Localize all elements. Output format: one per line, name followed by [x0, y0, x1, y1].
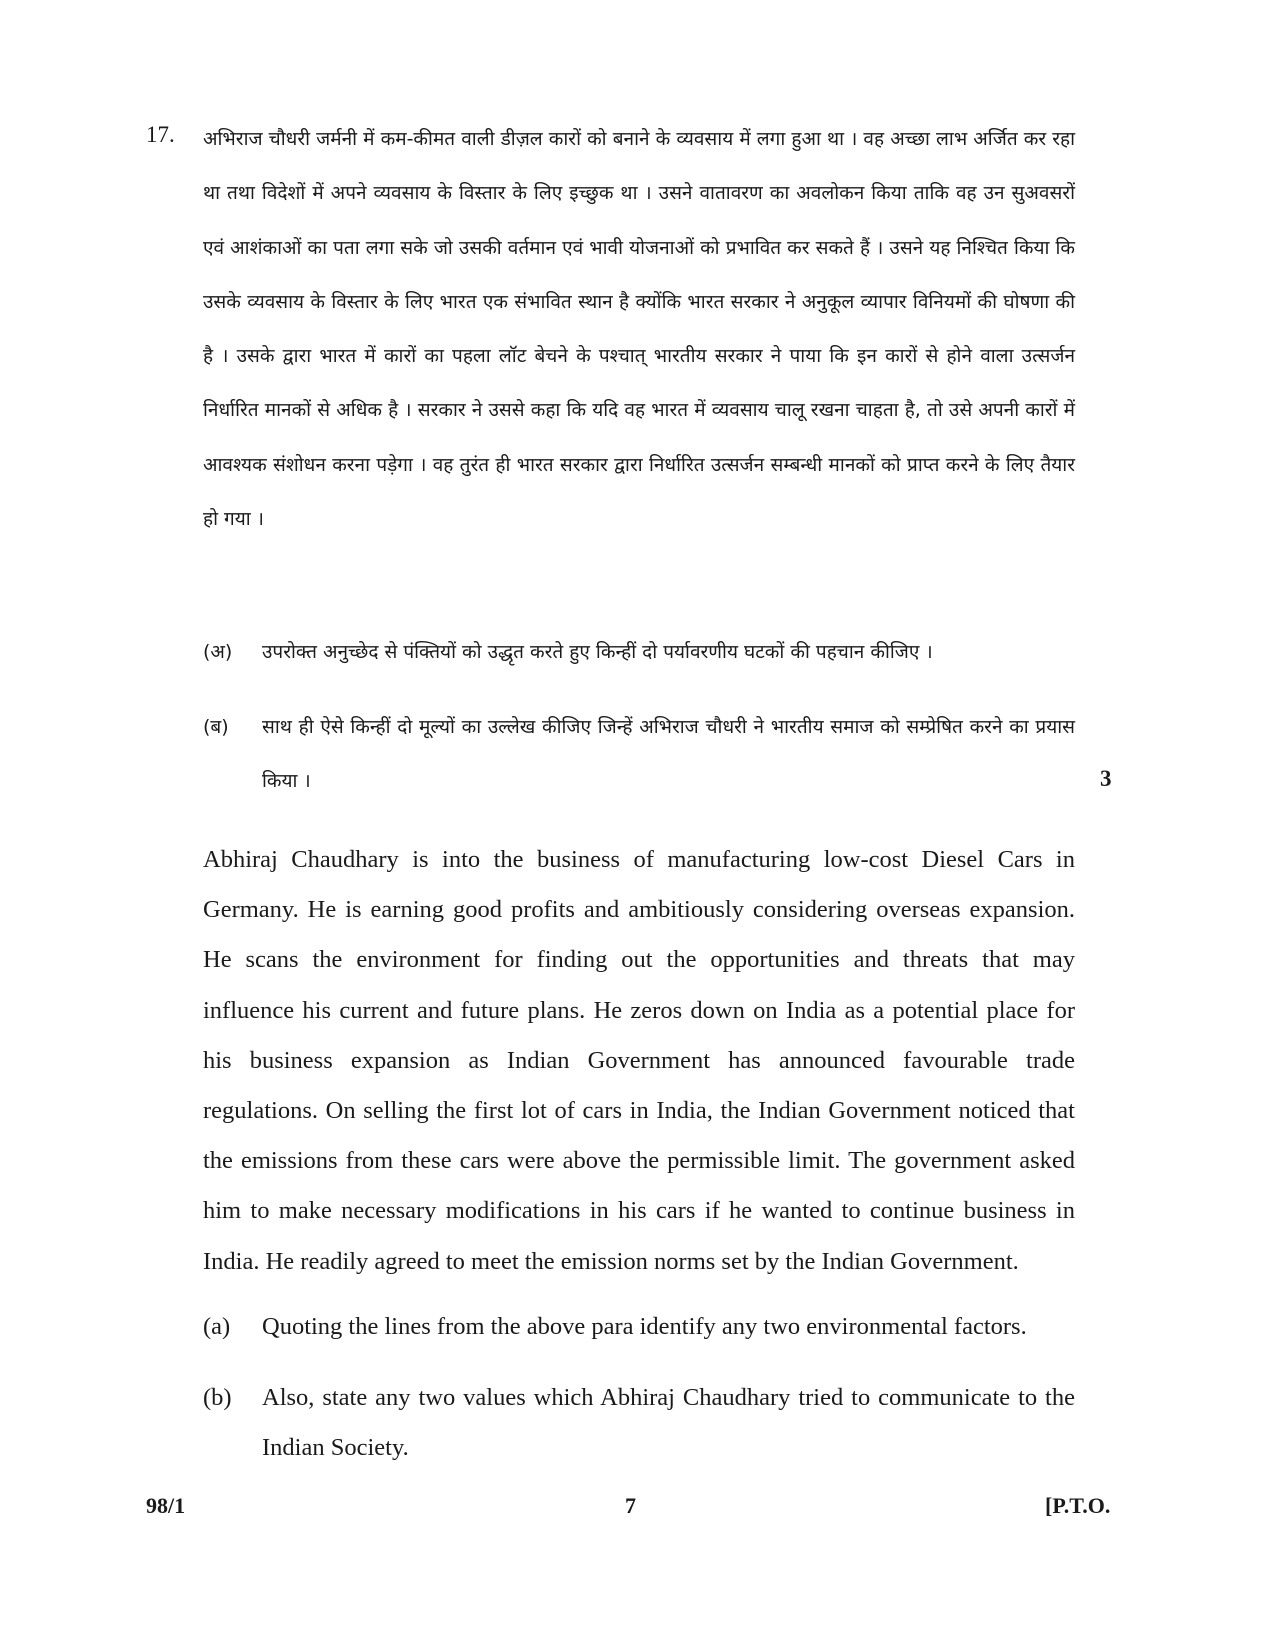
question-paragraph-hindi: अभिराज चौधरी जर्मनी में कम-कीमत वाली डीज़ल कारों को बनाने के व्यवसाय में लगा हुआ था । वह अच्छा लाभ अर्जित कर रहा था तथा विदेशों में अपने व्यवसाय के विस्तार के लिए इच्छुक था । उसने वातावरण का अवलोकन किया ताकि वह उन सुअवसरों एवं आशंकाओं का पता लगा सके जो उसकी वर्तमान एवं भावी योजनाओं को प्रभावित कर सकते हैं । उसने यह निश्चित किया कि उसके व्यवसाय के विस्तार के लिए भारत एक संभावित स्थान है क्योंकि भारत सरकार ने अनुकूल व्यापार विनियमों की घोषणा की है । उसके द्वारा भारत में कारों का पहला लॉट बेचने के पश्चात् भारतीय सरकार ने पाया कि इन कारों से होने वाला उत्सर्जन निर्धारित मानकों से अधिक है । सरकार ने उससे कहा कि यदि वह भारत में व्यवसाय चालू रखना चाहता है, तो उसे अपनी कारों में आवश्यक संशोधन करना पड़ेगा । वह तुरंत ही भारत सरकार द्वारा निर्धारित उत्सर्जन सम्बन्धी मानकों को प्राप्त करने के लिए तैयार हो गया । [203, 128, 1075, 531]
footer-page-number: 7 [625, 1493, 636, 1518]
question-paragraph-english: Abhiraj Chaudhary is into the business of manufacturing low-cost Diesel Cars in Germany. He is earning good profits and ambitiously considering overseas expansion. He scans the environment for finding out the opportunities and threats that may influence his current and future plans. He zeros down on India as a potential place for his business expansion as Indian Government has announced favourable trade regulations. On selling the first lot of cars in India, the Indian Government noticed that the emissions from these cars were above the permissible limit. The government asked him to make necessary modifications in his cars if he wanted to continue business in India. He readily agreed to meet the emission norms set by the Indian Government. [203, 846, 1075, 1275]
question-marks: 3 [1100, 766, 1112, 791]
sub-question-a-english-label: (a) [203, 1313, 231, 1340]
sub-question-b-hindi-label: (ब) [203, 716, 229, 738]
sub-question-b-english-label: (b) [203, 1384, 232, 1411]
sub-question-a-hindi-label: (अ) [203, 641, 233, 663]
footer-pto: [P.T.O. [1045, 1493, 1111, 1518]
question-number: 17. [146, 122, 175, 147]
footer-paper-code: 98/1 [146, 1493, 186, 1518]
sub-question-a-english-text: Quoting the lines from the above para identify any two environmental factors. [262, 1313, 1027, 1340]
sub-question-a-hindi-text: उपरोक्त अनुच्छेद से पंक्तियों को उद्धृत करते हुए किन्हीं दो पर्यावरणीय घटकों की पहचान कीजिए । [262, 641, 933, 663]
sub-question-b-english-text: Also, state any two values which Abhiraj Chaudhary tried to communicate to the Indian Society. [262, 1384, 1075, 1462]
sub-question-b-hindi-text: साथ ही ऐसे किन्हीं दो मूल्यों का उल्लेख कीजिए जिन्हें अभिराज चौधरी ने भारतीय समाज को सम्प्रेषित करने का प्रयास किया । [262, 716, 1075, 793]
